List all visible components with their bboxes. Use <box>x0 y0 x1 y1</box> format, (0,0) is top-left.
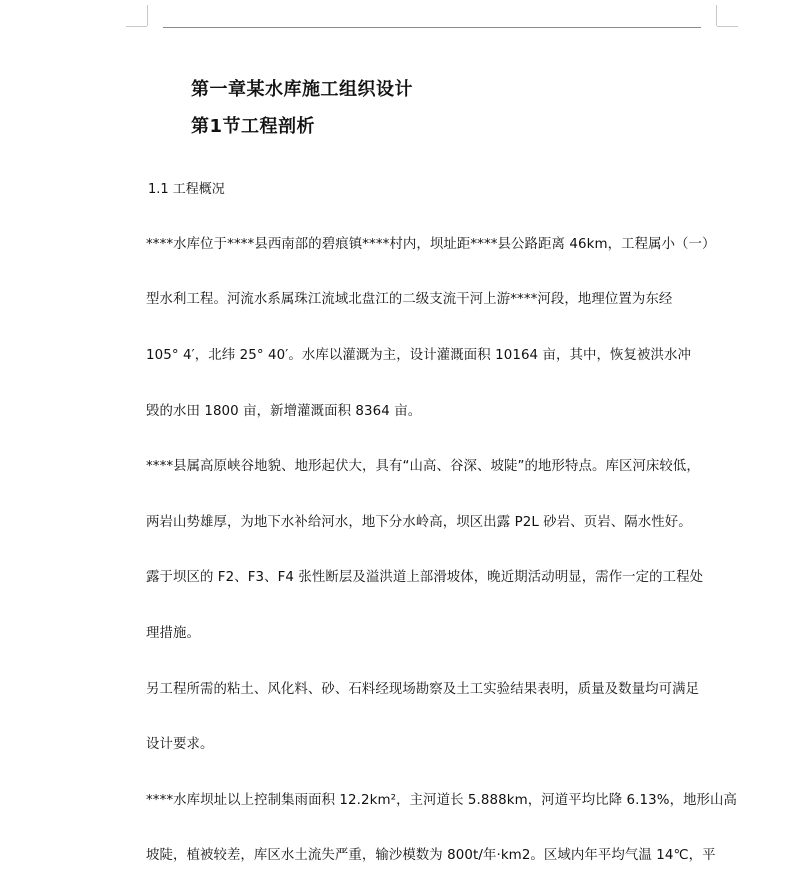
body-line: 105° 4′，北纬 25° 40′。水库以灌溉为主，设计灌溉面积 10164 亩，其中，恢复被洪水冲 <box>146 348 691 363</box>
body-line: 露于坝区的 F2、F3、F4 张性断层及溢洪道上部滑坡体，晚近期活动明显，需作一定的工程处 <box>146 570 704 585</box>
body-line: 两岩山势雄厚，为地下水补给河水，地下分水岭高，坝区出露 P2L 砂岩、页岩、隔水性好。 <box>146 515 692 530</box>
crop-mark-top-right-horizontal <box>717 26 738 27</box>
body-line: ****水库坝址以上控制集雨面积 12.2km²，主河道长 5.888km，河道平均比降 6.13%，地形山高 <box>146 793 738 808</box>
body-line: 理措施。 <box>146 626 200 641</box>
body-line: 毁的水田 1800 亩，新增灌溉面积 8364 亩。 <box>146 404 422 419</box>
subsection-heading: 1.1 工程概况 <box>148 182 225 197</box>
body-line: 坡陡，植被较差，库区水土流失严重，输沙模数为 800t/年·km2。区域内年平均气温 14℃，平 <box>146 848 716 863</box>
section-title: 第1节工程剖析 <box>191 116 316 137</box>
header-rule <box>163 27 701 28</box>
body-line: 型水利工程。河流水系属珠江流域北盘江的二级支流干河上游****河段，地理位置为东经 <box>146 292 673 307</box>
crop-mark-top-right-vertical <box>716 5 717 26</box>
body-line: ****水库位于****县西南部的碧痕镇****村内，坝址距****县公路距离 46km，工程属小（一） <box>146 237 716 252</box>
chapter-title: 第一章某水库施工组织设计 <box>191 79 413 100</box>
body-line: ****县属高原峡谷地貌、地形起伏大，具有“山高、谷深、坡陡”的地形特点。库区河床较低， <box>146 459 700 474</box>
body-line: 设计要求。 <box>146 737 214 752</box>
crop-mark-top-left-vertical <box>147 5 148 26</box>
body-line: 另工程所需的粘土、风化料、砂、石料经现场勘察及土工实验结果表明，质量及数量均可满足 <box>146 682 700 697</box>
crop-mark-top-left-horizontal <box>126 26 147 27</box>
